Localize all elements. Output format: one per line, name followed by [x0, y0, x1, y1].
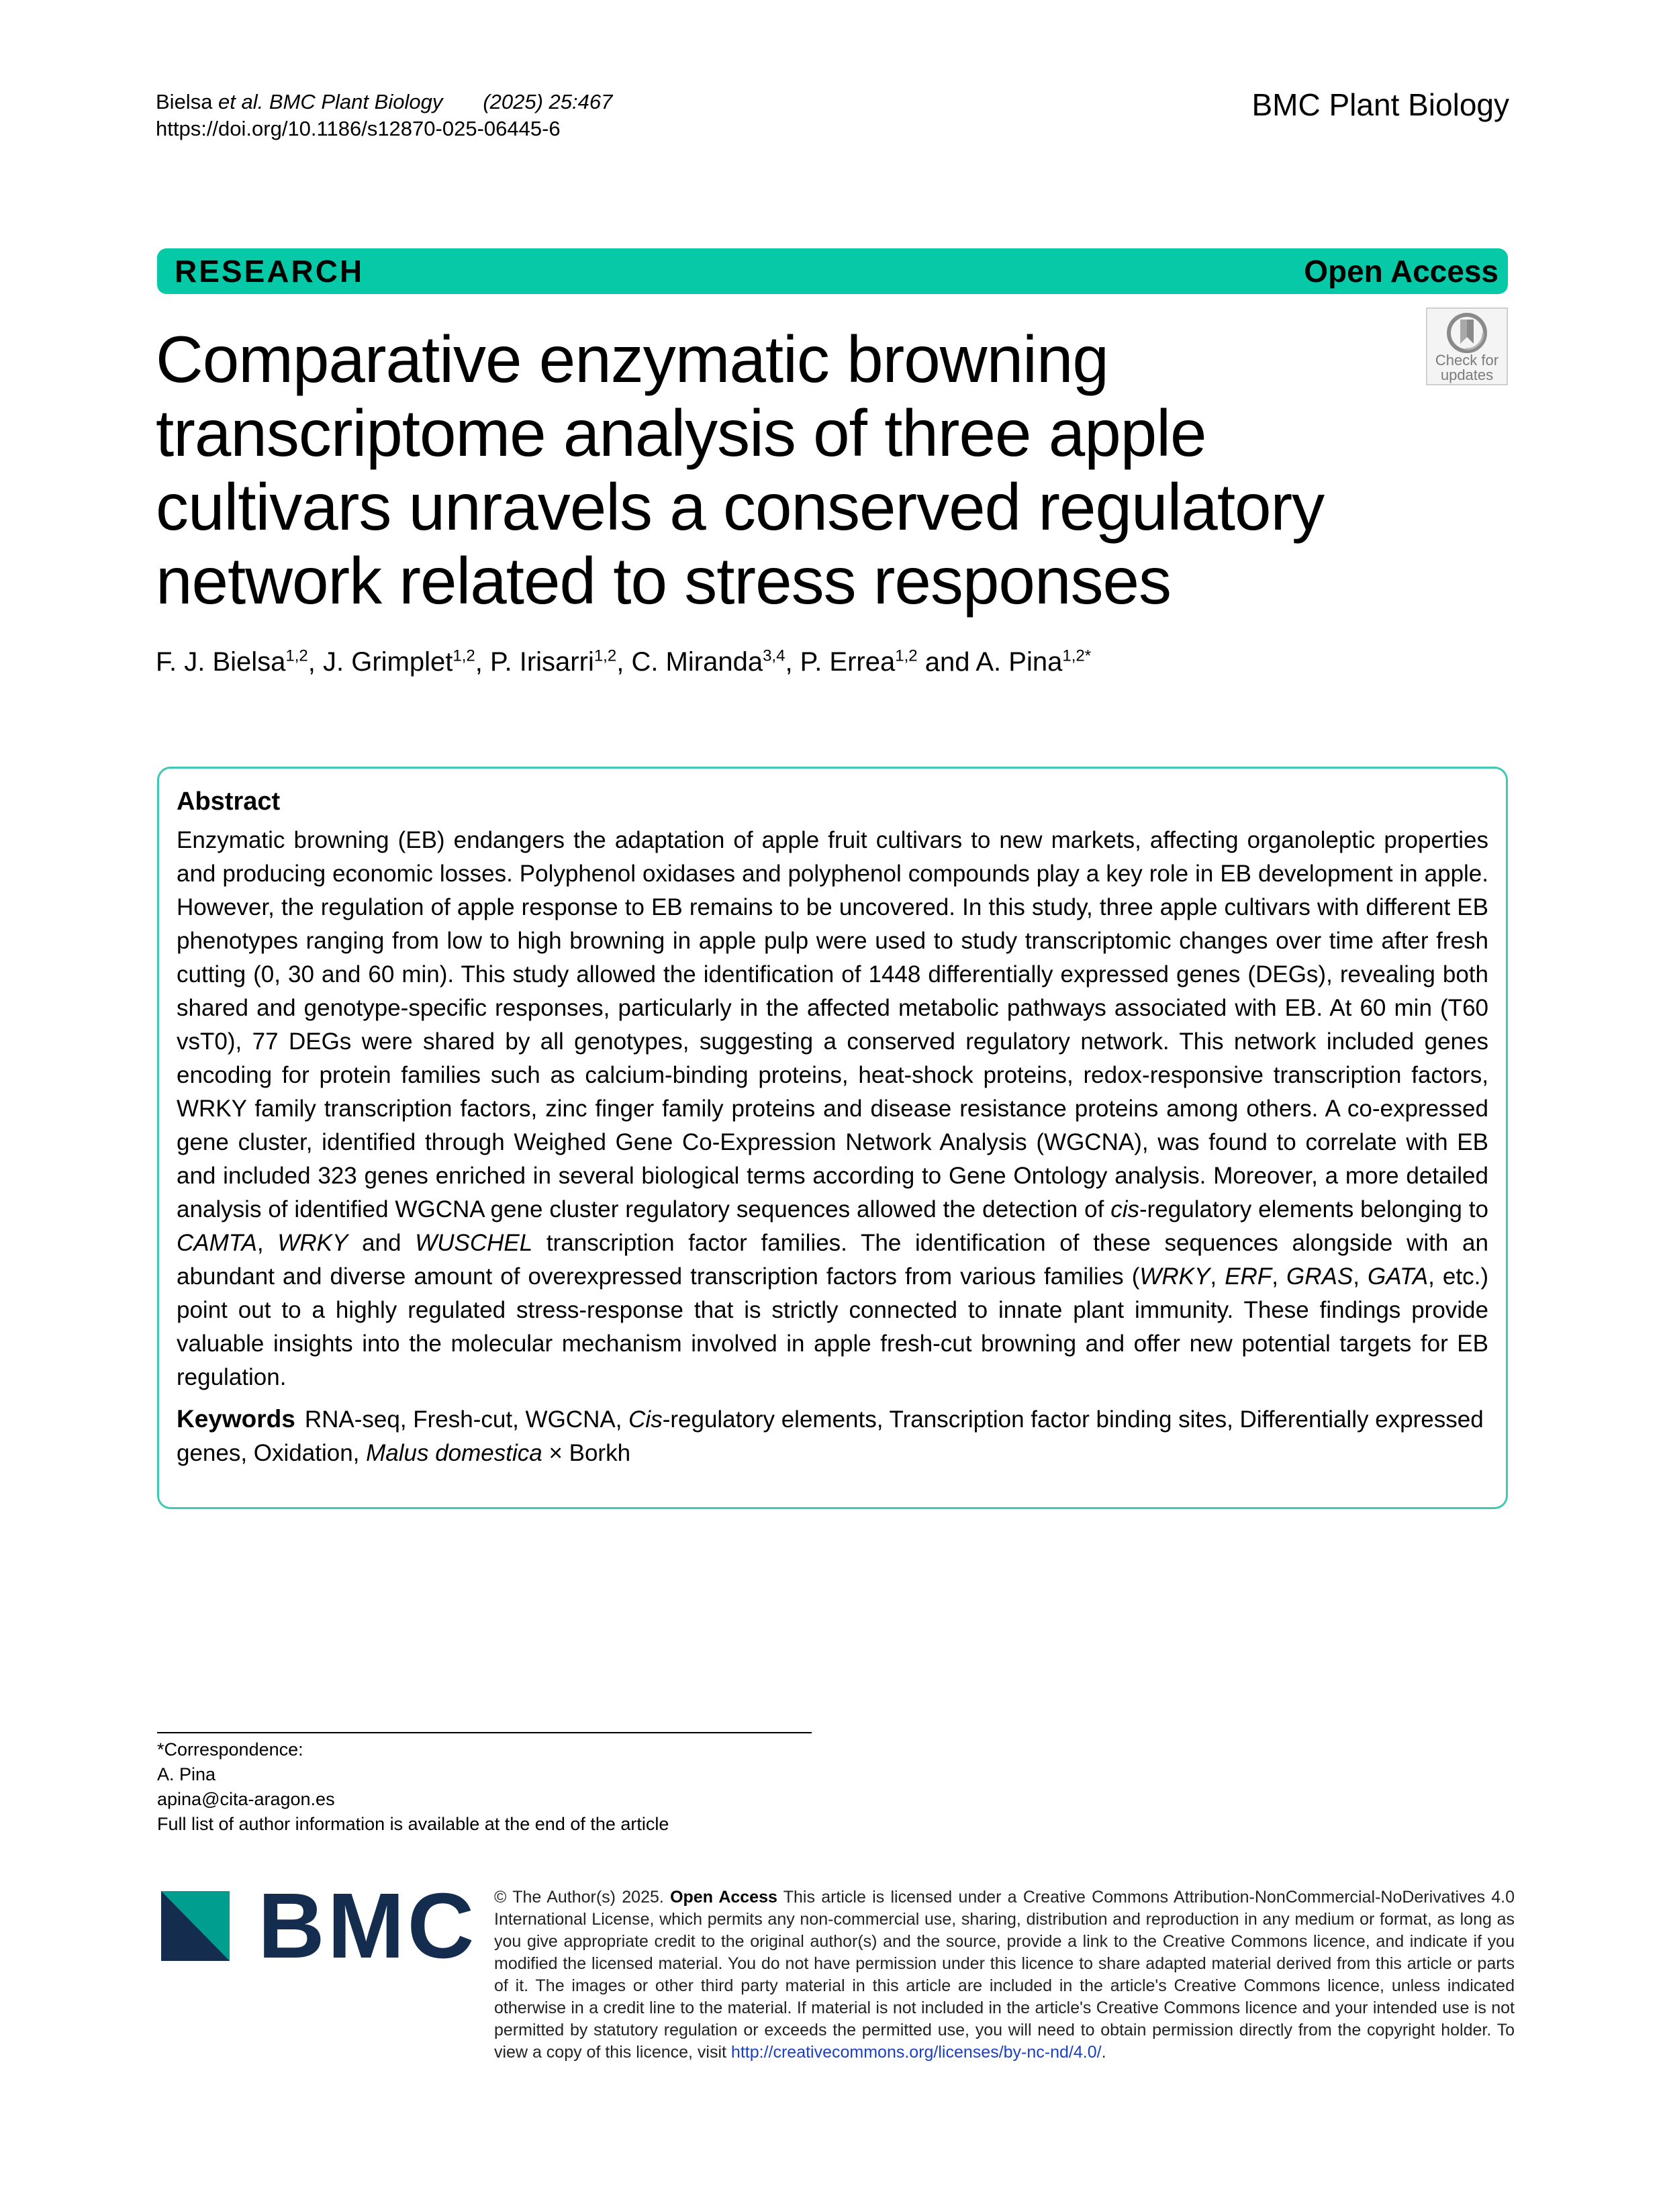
- abstract-body: Enzymatic browning (EB) endangers the adaptation of apple fruit cultivars to new markets, affecting organoleptic properties and producing economic losses. Polyphenol oxidases and polyphenol compounds play a key role in EB development in apple. However, the regulation of apple response to EB remains to be uncovered. In this study, three apple cultivars with different EB phenotypes ranging from low to high browning in apple pulp were used to study transcriptomic changes over time after fresh cutting (0, 30 and 60 min). This study allowed the identification of 1448 differentially expressed genes (DEGs), revealing both shared and genotype-specific responses, particularly in the affected metabolic pathways associated with EB. At 60 min (T60 vsT0), 77 DEGs were shared by all genotypes, suggesting a conserved regulatory network. This network included genes encoding for protein families such as calcium-binding proteins, heat-shock proteins, redox-responsive transcription factors, WRKY family transcription factors, zinc finger family proteins and disease resistance proteins among others. A co-expressed gene cluster, identified through Weighed Gene Co-Expression Network Analysis (WGCNA), was found to correlate with EB and included 323 genes enriched in several biological terms according to Gene Ontology analysis. Moreover, a more detailed analysis of identified WGCNA gene cluster regulatory sequences allowed the detection of cis-regulatory elements belonging to CAMTA, WRKY and WUSCHEL transcription factor families. The identification of these sequences alongside with an abundant and diverse amount of overexpressed transcription factors from various families (WRKY, ERF, GRAS, GATA, etc.) point out to a highly regulated stress-response that is strictly connected to innate plant immunity. These findings provide valuable insights into the molecular mechanism involved in apple fresh-cut browning and offer new potential targets for EB regulation.: [177, 827, 1488, 1390]
- journal-name: BMC Plant Biology: [1251, 87, 1509, 122]
- article-title: Comparative enzymatic browning transcriptome analysis of three apple cultivars unravels a conserved regulatory network related to stress responses: [156, 322, 1325, 618]
- author[interactable]: F. J. Bielsa$^{1,2}$: [156, 647, 308, 677]
- author[interactable]: C. Miranda$^{3,4}$: [631, 647, 786, 677]
- bmc-logo-mark-icon: [161, 1891, 230, 1961]
- citation-journal: et al. BMC Plant Biology: [212, 90, 443, 113]
- license-text: © The Author(s) 2025. Open Access This article is licensed under a Creative Commons Attribution-NonCommercial-NoDerivatives 4.0 International License, which permits any non-commercial use, sharing, distribution and reproduction in any medium or format, as long as you give appropriate credit to the original author(s) and the source, provide a link to the Creative Commons licence, and indicate if you modified the licensed material. You do not have permission under this licence to share adapted material derived from this article or parts of it. The images or other third party material in this article are included in the article's Creative Commons licence, unless indicated otherwise in a credit line to the material. If material is not included in the article's Creative Commons licence and your intended use is not permitted by statutory regulation or exceeds the permitted use, you will need to obtain permission directly from the copyright holder. To view a copy of this licence, visit http://creativecommons.org/licenses/by-nc-nd/4.0/.: [494, 1888, 1515, 2062]
- running-head: [156, 89, 612, 142]
- correspondence-name: A. Pina: [157, 1764, 216, 1784]
- article-type-banner: [157, 248, 1508, 294]
- author-corresponding[interactable]: A. Pina$^{1,2*}$: [976, 647, 1092, 677]
- crossmark-text-1: Check for: [1435, 352, 1499, 369]
- footnote-divider: [157, 1732, 812, 1733]
- license-open-access: Open Access: [670, 1888, 777, 1907]
- correspondence-email[interactable]: apina@cita-aragon.es: [157, 1789, 335, 1809]
- citation-year-volume: (2025) 25:467: [483, 90, 613, 113]
- author[interactable]: J. Grimplet$^{1,2}$: [323, 647, 475, 677]
- author-info-note: Full list of author information is available at the end of the article: [157, 1814, 669, 1834]
- abstract-box: [157, 767, 1508, 1509]
- crossmark-bookmark-icon: [1447, 313, 1487, 353]
- keywords-label: Keywords: [177, 1405, 295, 1433]
- open-access-label: Open Access: [1304, 254, 1498, 289]
- crossmark-text-2: updates: [1440, 367, 1494, 383]
- citation-author: Bielsa: [156, 90, 213, 113]
- keywords: Keywords RNA-seq, Fresh-cut, WGCNA, Cis-regulatory elements, Transcription factor binding sites, Differentially expressed genes, Oxidation, Malus domestica × Borkh: [177, 1405, 1484, 1466]
- citation-line: [156, 89, 612, 115]
- author-list: F. J. Bielsa$^{1,2}$, J. Grimplet$^{1,2}$, P. Irisarri$^{1,2}$, C. Miranda$^{3,4}$, P. Errea$^{1,2}$ and A. Pina$^{1,2*}$: [156, 647, 1092, 677]
- doi-link[interactable]: https://doi.org/10.1186/s12870-025-06445-6: [156, 117, 561, 140]
- author[interactable]: P. Errea$^{1,2}$: [800, 647, 918, 677]
- author[interactable]: P. Irisarri$^{1,2}$: [489, 647, 617, 677]
- bmc-logo-text: BMC: [258, 1874, 477, 1978]
- license-link[interactable]: http://creativecommons.org/licenses/by-nc-nd/4.0/: [730, 2043, 1102, 2062]
- article-type-label: RESEARCH: [175, 254, 365, 289]
- correspondence-label: *Correspondence:: [157, 1739, 303, 1760]
- bmc-logo: [161, 1874, 477, 1978]
- abstract-heading: Abstract: [177, 787, 281, 816]
- correspondence-block: [157, 1737, 669, 1837]
- check-for-updates-badge[interactable]: [1426, 307, 1508, 385]
